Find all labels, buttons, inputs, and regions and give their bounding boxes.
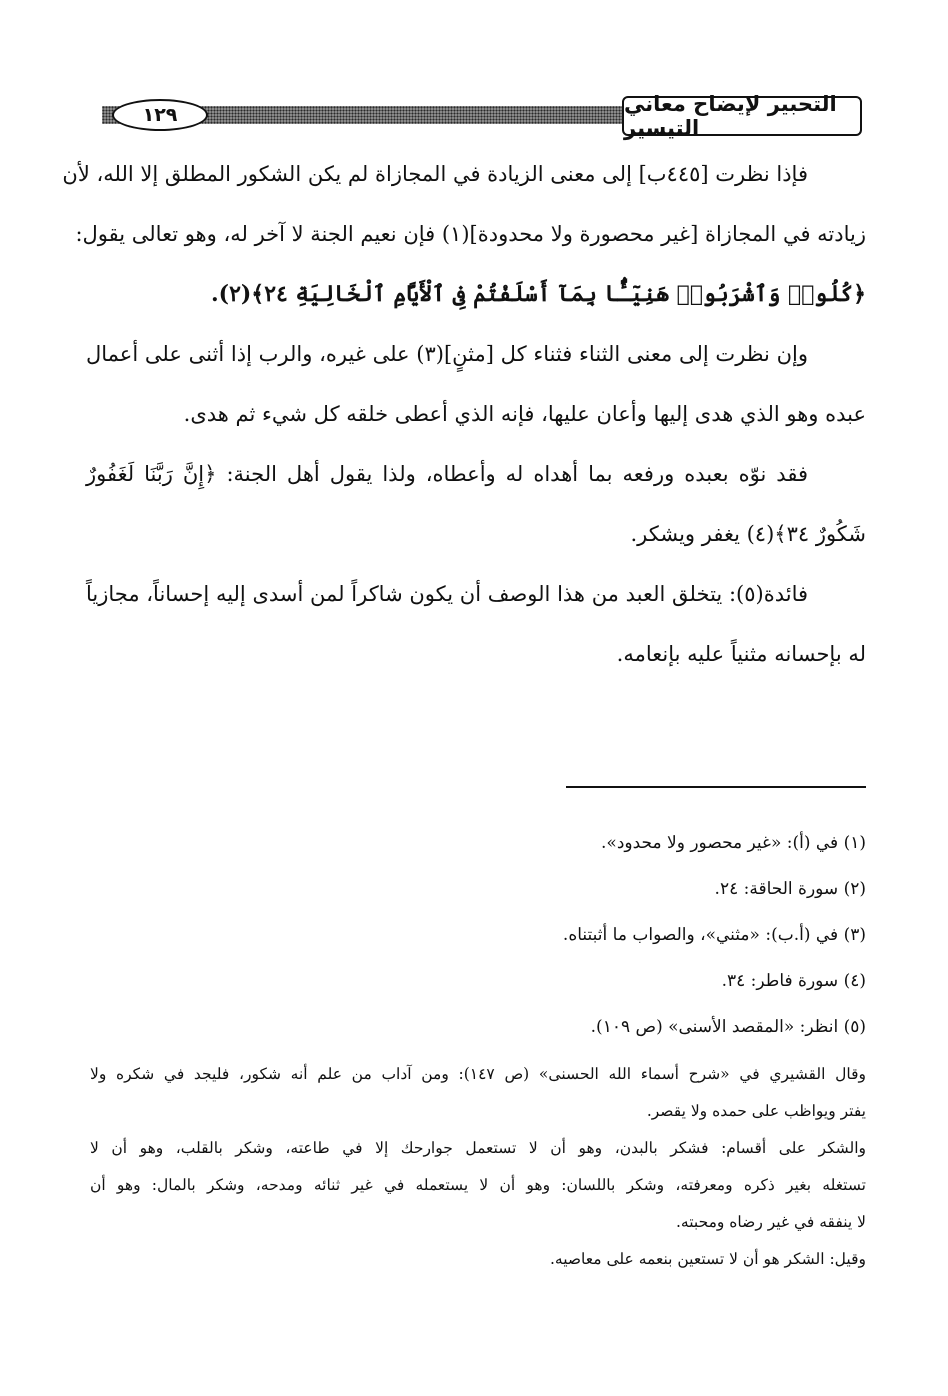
quran-verse-line: ﴿كُلُوا۟ وَٱشْرَبُوا۟ هَنِيٓـًٔۢا بِمَآ أَسْلَفْتُمْ فِى ٱلْأَيَّامِ ٱلْخَالِيَةِ ٢٤﴾(٢). (210, 281, 866, 307)
footnote-continuation: يفتر ويواظب على حمده ولا يقصر. (646, 1102, 866, 1120)
footnote-continuation: تستغله بغير ذكره ومعرفته، وشكر باللسان: وهو أن لا يستعمله في غير ثنائه ومدحه، وشكر بالمال: وهو أن (90, 1176, 866, 1194)
body-line: فائدة(٥): يتخلق العبد من هذا الوصف أن يكون شاكراً لمن أسدى إليه إحساناً، مجازياً (86, 582, 808, 606)
book-title: التحبير لإيضاح معاني التيسير (622, 96, 862, 136)
main-text (62, 144, 866, 684)
footnote-continuation: والشكر على أقسام: فشكر بالبدن، وهو أن لا تستعمل جوارحك إلا في طاعته، وشكر بالقلب، وهو أن لا (90, 1139, 866, 1157)
footnote-separator (566, 786, 866, 788)
page-number: ١٢٩ (112, 99, 208, 131)
footnotes (90, 820, 866, 1278)
body-line: فإذا نظرت [٤٤٥ب] إلى معنى الزيادة في المجازاة لم يكن الشكور المطلق إلا الله، لأن (62, 162, 808, 186)
body-line: شَكُورٌ ٣٤﴾(٤) يغفر ويشكر. (630, 522, 866, 546)
body-line: فقد نوّه بعبده ورفعه بما أهداه له وأعطاه، ولذا يقول أهل الجنة: ﴿إِنَّ رَبَّنَا لَغَفُورٌ (86, 462, 808, 486)
footnote: (٣) في (أ.ب): «مثني»، والصواب ما أثبتناه. (562, 925, 866, 945)
footnote: (١) في (أ): «غير محصور ولا محدود». (601, 833, 866, 853)
footnote: (٤) سورة فاطر: ٣٤. (721, 971, 866, 991)
footnote-continuation: وقيل: الشكر هو أن لا تستعين بنعمه على معاصيه. (549, 1250, 866, 1268)
footnote: (٢) سورة الحاقة: ٢٤. (714, 879, 866, 899)
body-line: عبده وهو الذي هدى إليها وأعان عليها، فإنه الذي أعطى خلقه كل شيء ثم هدى. (183, 402, 866, 426)
body-line: زيادته في المجازاة [غير محصورة ولا محدودة](١) فإن نعيم الجنة لا آخر له، وهو تعالى يقول: (75, 222, 866, 246)
body-line: وإن نظرت إلى معنى الثناء فثناء كل [مثنٍ](٣) على غيره، والرب إذا أثنى على أعمال (86, 342, 808, 366)
running-header (90, 92, 862, 140)
footnote: (٥) انظر: «المقصد الأسنى» (ص ١٠٩). (590, 1017, 866, 1037)
footnote-continuation: لا ينفقه في غير رضاه ومحبته. (676, 1213, 866, 1231)
body-line: له بإحسانه مثنياً عليه بإنعامه. (616, 642, 866, 666)
footnote-continuation: وقال القشيري في «شرح أسماء الله الحسنى» (ص ١٤٧): ومن آداب من علم أنه شكور، فليجد في شكره ولا (90, 1065, 866, 1083)
